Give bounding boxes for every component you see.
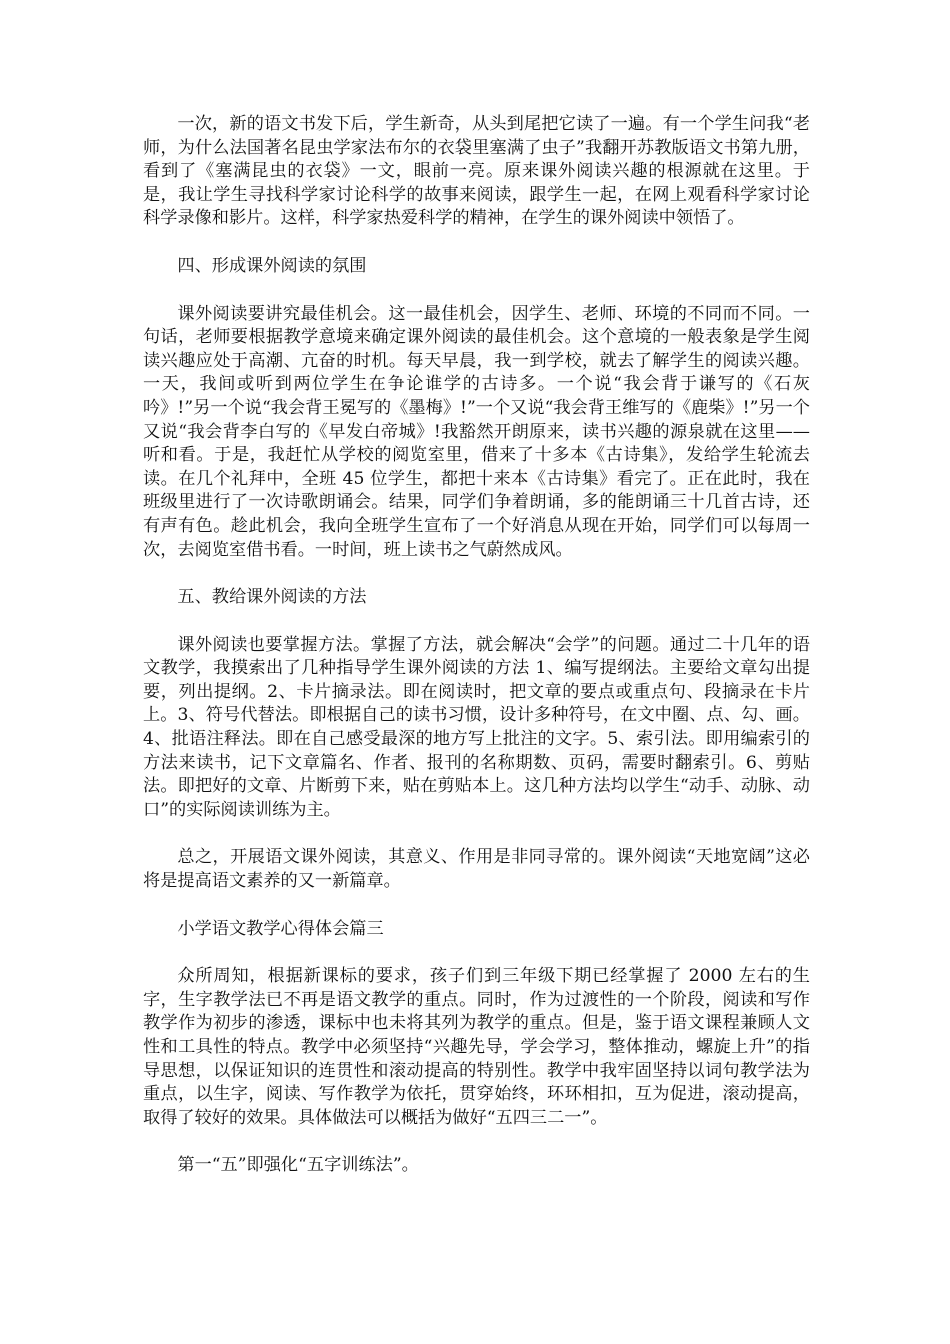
- section-heading-4: 四、形成课外阅读的氛围: [177, 255, 367, 276]
- document-body: [143, 113, 810, 1202]
- article-heading-3: 小学语文教学心得体会篇三: [177, 918, 384, 939]
- paragraph-5: 众所周知，根据新课标的要求，孩子们到三年级下期已经掌握了 2000 左右的生字，生字教学法已不再是语文教学的重点。同时，作为过渡性的一个阶段，阅读和写作教学作为初步的渗透，课标中也未将其列为教学的重点。但是，鉴于语文课程兼顾人文性和工具性的特点。教学中必须坚持“兴趣先导，学会学习，整体推动，螺旋上升”的指导思想，以保证知识的连贯性和滚动提高的特别性。教学中我牢固坚持以词句教学法为重点，以生字，阅读、写作教学为依托，贯穿始终，环环相扣，互为促进，滚动提高，取得了较好的效果。具体做法可以概括为做好“五四三二一”。: [143, 966, 810, 1128]
- paragraph-2: 课外阅读要讲究最佳机会。这一最佳机会，因学生、老师、环境的不同而不同。一句话，老师要根据教学意境来确定课外阅读的最佳机会。这个意境的一般表象是学生阅读兴趣应处于高潮、亢奋的时机。每天早晨，我一到学校，就去了解学生的阅读兴趣。一天，我间或听到两位学生在争论谁学的古诗多。一个说“我会背于谦写的《石灰吟》!”另一个说“我会背王冕写的《墨梅》!”一个又说“我会背王维写的《鹿柴》!”另一个又说“我会背李白写的《早发白帝城》!我豁然开朗原来，读书兴趣的源泉就在这里——听和看。于是，我赶忙从学校的阅览室里，借来了十多本《古诗集》，发给学生轮流去读。在几个礼拜中，全班 45 位学生，都把十来本《古诗集》看完了。正在此时，我在班级里进行了一次诗歌朗诵会。结果，同学们争着朗诵，多的能朗诵三十几首古诗，还有声有色。趁此机会，我向全班学生宣布了一个好消息从现在开始，同学们可以每周一次，去阅览室借书看。一时间，班上读书之气蔚然成风。: [143, 303, 810, 560]
- paragraph-3: 课外阅读也要掌握方法。掌握了方法，就会解决“会学”的问题。通过二十几年的语文教学，我摸索出了几种指导学生课外阅读的方法 1、编写提纲法。主要给文章勾出提要，列出提纲。2、卡片摘录法。即在阅读时，把文章的要点或重点句、段摘录在卡片上。3、符号代替法。即根据自己的读书习惯，设计多种符号，在文中圈、点、勾、画。4、批语注释法。即在自己感受最深的地方写上批注的文字。5、索引法。即用编索引的方法来读书，记下文章篇名、作者、报刊的名称期数、页码，需要时翻索引。6、剪贴法。即把好的文章、片断剪下来，贴在剪贴本上。这几种方法均以学生“动手、动脉、动口”的实际阅读训练为主。: [143, 634, 810, 820]
- paragraph-6: 第一“五”即强化“五字训练法”。: [177, 1155, 419, 1176]
- paragraph-4: 总之，开展语文课外阅读，其意义、作用是非同寻常的。课外阅读“天地宽阔”这必将是提高语文素养的又一新篇章。: [143, 847, 810, 892]
- section-heading-5: 五、教给课外阅读的方法: [177, 587, 367, 608]
- paragraph-1: 一次，新的语文书发下后，学生新奇，从头到尾把它读了一遍。有一个学生问我“老师，为什么法国著名昆虫学家法布尔的衣袋里塞满了虫子”我翻开苏教版语文书第九册，看到了《塞满昆虫的衣袋》一文，眼前一亮。原来课外阅读兴趣的根源就在这里。于是，我让学生寻找科学家讨论科学的故事来阅读，跟学生一起，在网上观看科学家讨论科学录像和影片。这样，科学家热爱科学的精神，在学生的课外阅读中领悟了。: [143, 114, 810, 229]
